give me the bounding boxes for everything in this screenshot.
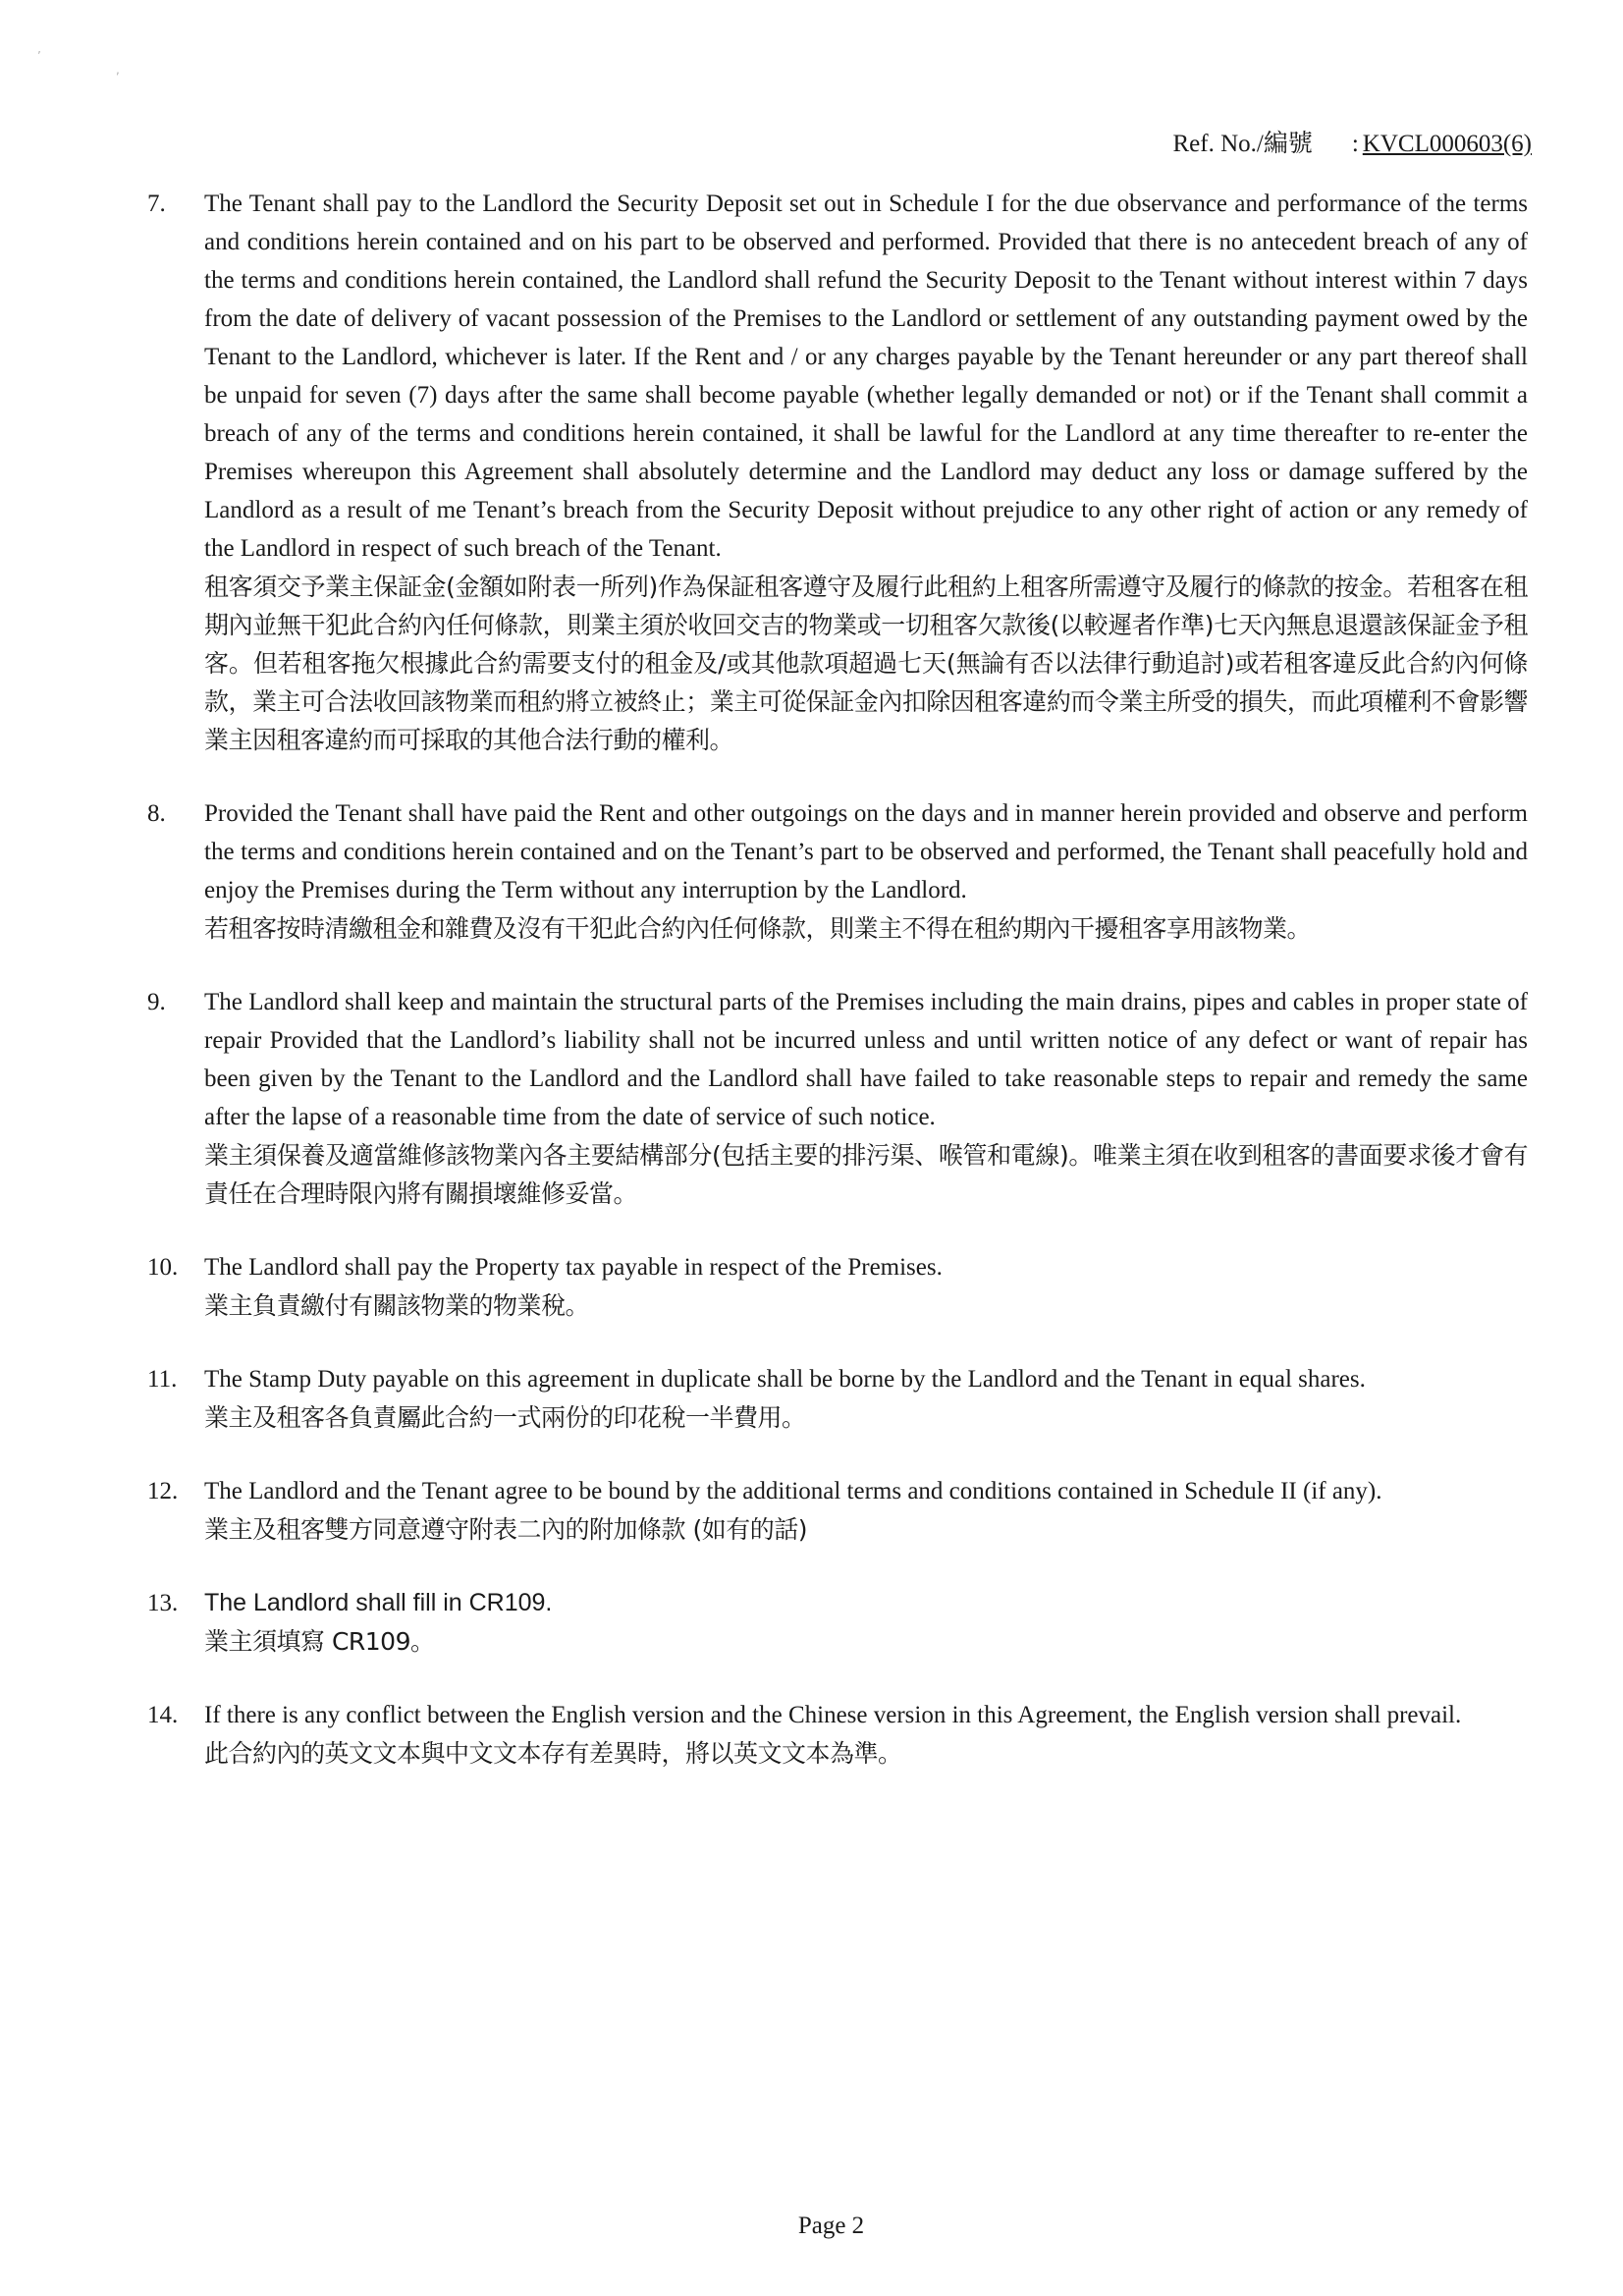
clause-body	[204, 1472, 1528, 1549]
clause-number: 8.	[147, 800, 166, 827]
clause-9	[147, 983, 1528, 1213]
clause-text-english: The Landlord and the Tenant agree to be bound by the additional terms and conditions contained in Schedule II (if any).	[204, 1478, 1382, 1504]
clause-text-chinese: 此合約內的英文文本與中文文本存有差異時，將以英文文本為準。	[204, 1739, 902, 1768]
clause-number: 13.	[147, 1590, 179, 1616]
clause-text-chinese: 業主及租客雙方同意遵守附表二內的附加條款 (如有的話)	[204, 1515, 807, 1544]
clause-11	[147, 1360, 1528, 1437]
clause-body	[204, 794, 1528, 948]
clause-text-chinese: 業主須保養及適當維修該物業內各主要結構部分(包括主要的排污渠、喉管和電線)。唯業主須在收到租客的書面要求後才會有責任在合理時限內將有關損壞維修妥當。	[204, 1141, 1528, 1208]
clause-8	[147, 794, 1528, 948]
clause-text-english: Provided the Tenant shall have paid the Rent and other outgoings on the days and in manner herein provided and observe and perform the terms and conditions herein contained and on the Tenant’s part to be observed and performed, the Tenant shall peacefully hold and enjoy the Premises during the Term without any interruption by the Landlord.	[204, 800, 1528, 903]
scan-artifact-mark: ,	[116, 63, 120, 77]
clause-number: 12.	[147, 1478, 179, 1504]
clause-text-english: The Landlord shall fill in CR109.	[204, 1589, 553, 1616]
clause-10	[147, 1248, 1528, 1325]
clause-body	[204, 1696, 1528, 1773]
ref-value: KVCL000603(6)	[1362, 131, 1532, 157]
clause-text-chinese: 業主及租客各負責屬此合約一式兩份的印花稅一半費用。	[204, 1403, 806, 1432]
clause-text-chinese: 租客須交予業主保証金(金額如附表一所列)作為保証租客遵守及履行此租約上租客所需遵守及履行的條款的按金。若租客在租期內並無干犯此合約內任何條款，則業主須於收回交吉的物業或一切租客欠款後(以較遲者作準)七天內無息退還該保証金予租客。但若租客拖欠根據此合約需要支付的租金及/或其他款項超過七天(無論有否以法律行動追討)或若租客違反此合約內何條款，業主可合法收回該物業而租約將立被終止；業主可從保証金內扣除因租客違約而令業主所受的損失，而此項權利不會影響業主因租客違約而可採取的其他合法行動的權利。	[204, 573, 1528, 754]
clause-body	[204, 1360, 1528, 1437]
clause-text-chinese: 業主須填寫 CR109。	[204, 1627, 435, 1656]
clause-number: 10.	[147, 1254, 179, 1281]
clause-number: 14.	[147, 1702, 179, 1728]
page-number: Page 2	[797, 2213, 865, 2239]
clause-body	[204, 1248, 1528, 1325]
scan-artifact-mark: ’	[37, 49, 41, 63]
clause-text-english: The Stamp Duty payable on this agreement in duplicate shall be borne by the Landlord and the Tenant in equal shares.	[204, 1366, 1366, 1393]
ref-label: Ref. No./編號	[1172, 131, 1313, 157]
clause-text-english: The Landlord shall pay the Property tax payable in respect of the Premises.	[204, 1254, 943, 1281]
clause-12	[147, 1472, 1528, 1549]
reference-number	[1172, 124, 1532, 159]
clause-body	[204, 185, 1528, 759]
clause-number: 11.	[147, 1366, 178, 1393]
clause-number: 9.	[147, 989, 166, 1015]
clause-text-chinese: 業主負責繳付有關該物業的物業稅。	[204, 1291, 590, 1320]
clause-text-english: If there is any conflict between the English version and the Chinese version in this Agreement, the English version shall prevail.	[204, 1702, 1462, 1728]
ref-separator: :	[1351, 131, 1359, 157]
clause-7	[147, 185, 1528, 759]
clause-body	[204, 983, 1528, 1213]
clause-text-english: The Tenant shall pay to the Landlord the Security Deposit set out in Schedule I for the due observance and performance of the terms and conditions herein contained and on his part to be observed and performed. Provided that there is no antecedent breach of any of the terms and conditions herein contained, the Landlord shall refund the Security Deposit to the Tenant without interest within 7 days from the date of delivery of vacant possession of the Premises to the Landlord or settlement of any outstanding payment owed by the Tenant to the Landlord, whichever is later. If the Rent and / or any charges payable by the Tenant hereunder or any part thereof shall be unpaid for seven (7) days after the same shall become payable (whether legally demanded or not) or if the Tenant shall commit a breach of any of the terms and conditions herein contained, it shall be lawful for the Landlord at any time thereafter to re-enter the Premises whereupon this Agreement shall absolutely determine and the Landlord may deduct any loss or damage suffered by the Landlord as a result of me Tenant’s breach from the Security Deposit without prejudice to any other right of action or any remedy of the Landlord in respect of such breach of the Tenant.	[204, 191, 1528, 562]
clause-text-english: The Landlord shall keep and maintain the structural parts of the Premises including the main drains, pipes and cables in proper state of repair Provided that the Landlord’s liability shall not be incurred unless and until written notice of any defect or want of repair has been given by the Tenant to the Landlord and the Landlord shall have failed to take reasonable steps to repair and remedy the same after the lapse of a reasonable time from the date of service of such notice.	[204, 989, 1528, 1130]
clause-14	[147, 1696, 1528, 1773]
clause-text-chinese: 若租客按時清繳租金和雜費及沒有干犯此合約內任何條款，則業主不得在租約期內干擾租客享用該物業。	[204, 914, 1312, 943]
clause-number: 7.	[147, 191, 166, 217]
clause-list	[147, 185, 1528, 1808]
clause-body	[204, 1584, 1528, 1661]
clause-13	[147, 1584, 1528, 1661]
